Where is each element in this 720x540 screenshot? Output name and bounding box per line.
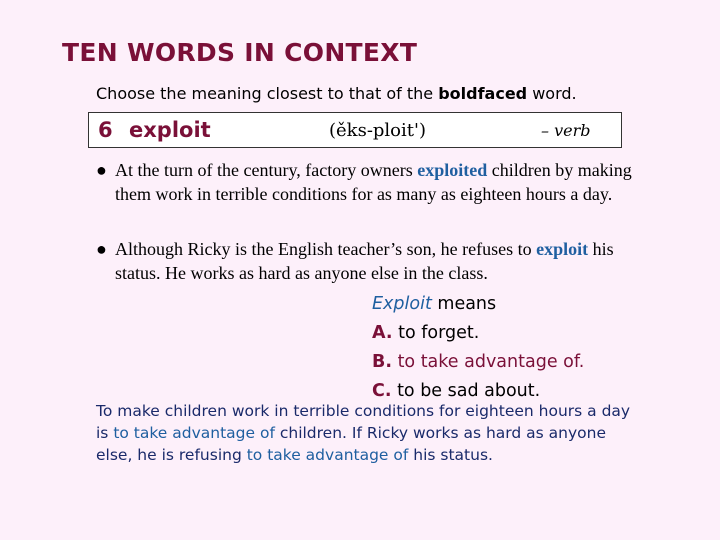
question-prompt [372,290,584,319]
word-header-box [88,112,622,148]
option-b[interactable] [372,348,584,377]
explanation-part: children. If Ricky works as hard as anyone else, he is refusing [96,424,607,464]
page-title: TEN WORDS IN CONTEXT [62,38,418,67]
bullet-icon: ● [96,239,107,259]
word-number: 6 [98,118,113,142]
highlighted-word: exploited [417,160,488,180]
example-sentence-2 [96,237,656,285]
pronunciation: (ěks-ploit') [329,120,426,141]
explanation-highlight: to take advantage of [246,446,409,464]
part-of-speech: – verb [541,121,591,140]
question-word: Exploit [372,294,432,314]
sentence-text [96,237,656,285]
answer-choices [372,290,584,406]
instruction-before: Choose the meaning closest to that of the [96,84,439,103]
sentence-text [96,158,656,206]
instruction-after: word. [527,84,577,103]
explanation-text [96,400,636,466]
sentence-part: Although Ricky is the English teacher’s son, he refuses to [115,239,537,259]
sentence-part: his status. He works as hard as anyone else in the class. [115,239,614,283]
option-text: to forget. [392,323,480,343]
sentence-part: children by making them work in terrible conditions for as many as eighteen hours a day. [115,160,632,204]
option-text: to take advantage of. [392,352,585,372]
vocab-word: exploit [129,118,211,142]
explanation-part: To make children work in terrible conditions for eighteen hours a day is [96,402,631,442]
option-letter: C. [372,381,392,401]
bullet-icon: ● [96,160,107,180]
explanation-part: his status. [408,446,493,464]
option-letter: A. [372,323,393,343]
option-a[interactable] [372,319,584,348]
option-text: to be sad about. [391,381,541,401]
instruction-text [96,84,577,103]
highlighted-word: exploit [536,239,589,259]
instruction-bold: boldfaced [438,84,528,103]
option-letter: B. [372,352,392,372]
explanation-highlight: to take advantage of [113,424,275,442]
question-means: means [431,294,497,314]
sentence-part: At the turn of the century, factory owners [115,160,418,180]
example-sentence-1 [96,158,656,206]
